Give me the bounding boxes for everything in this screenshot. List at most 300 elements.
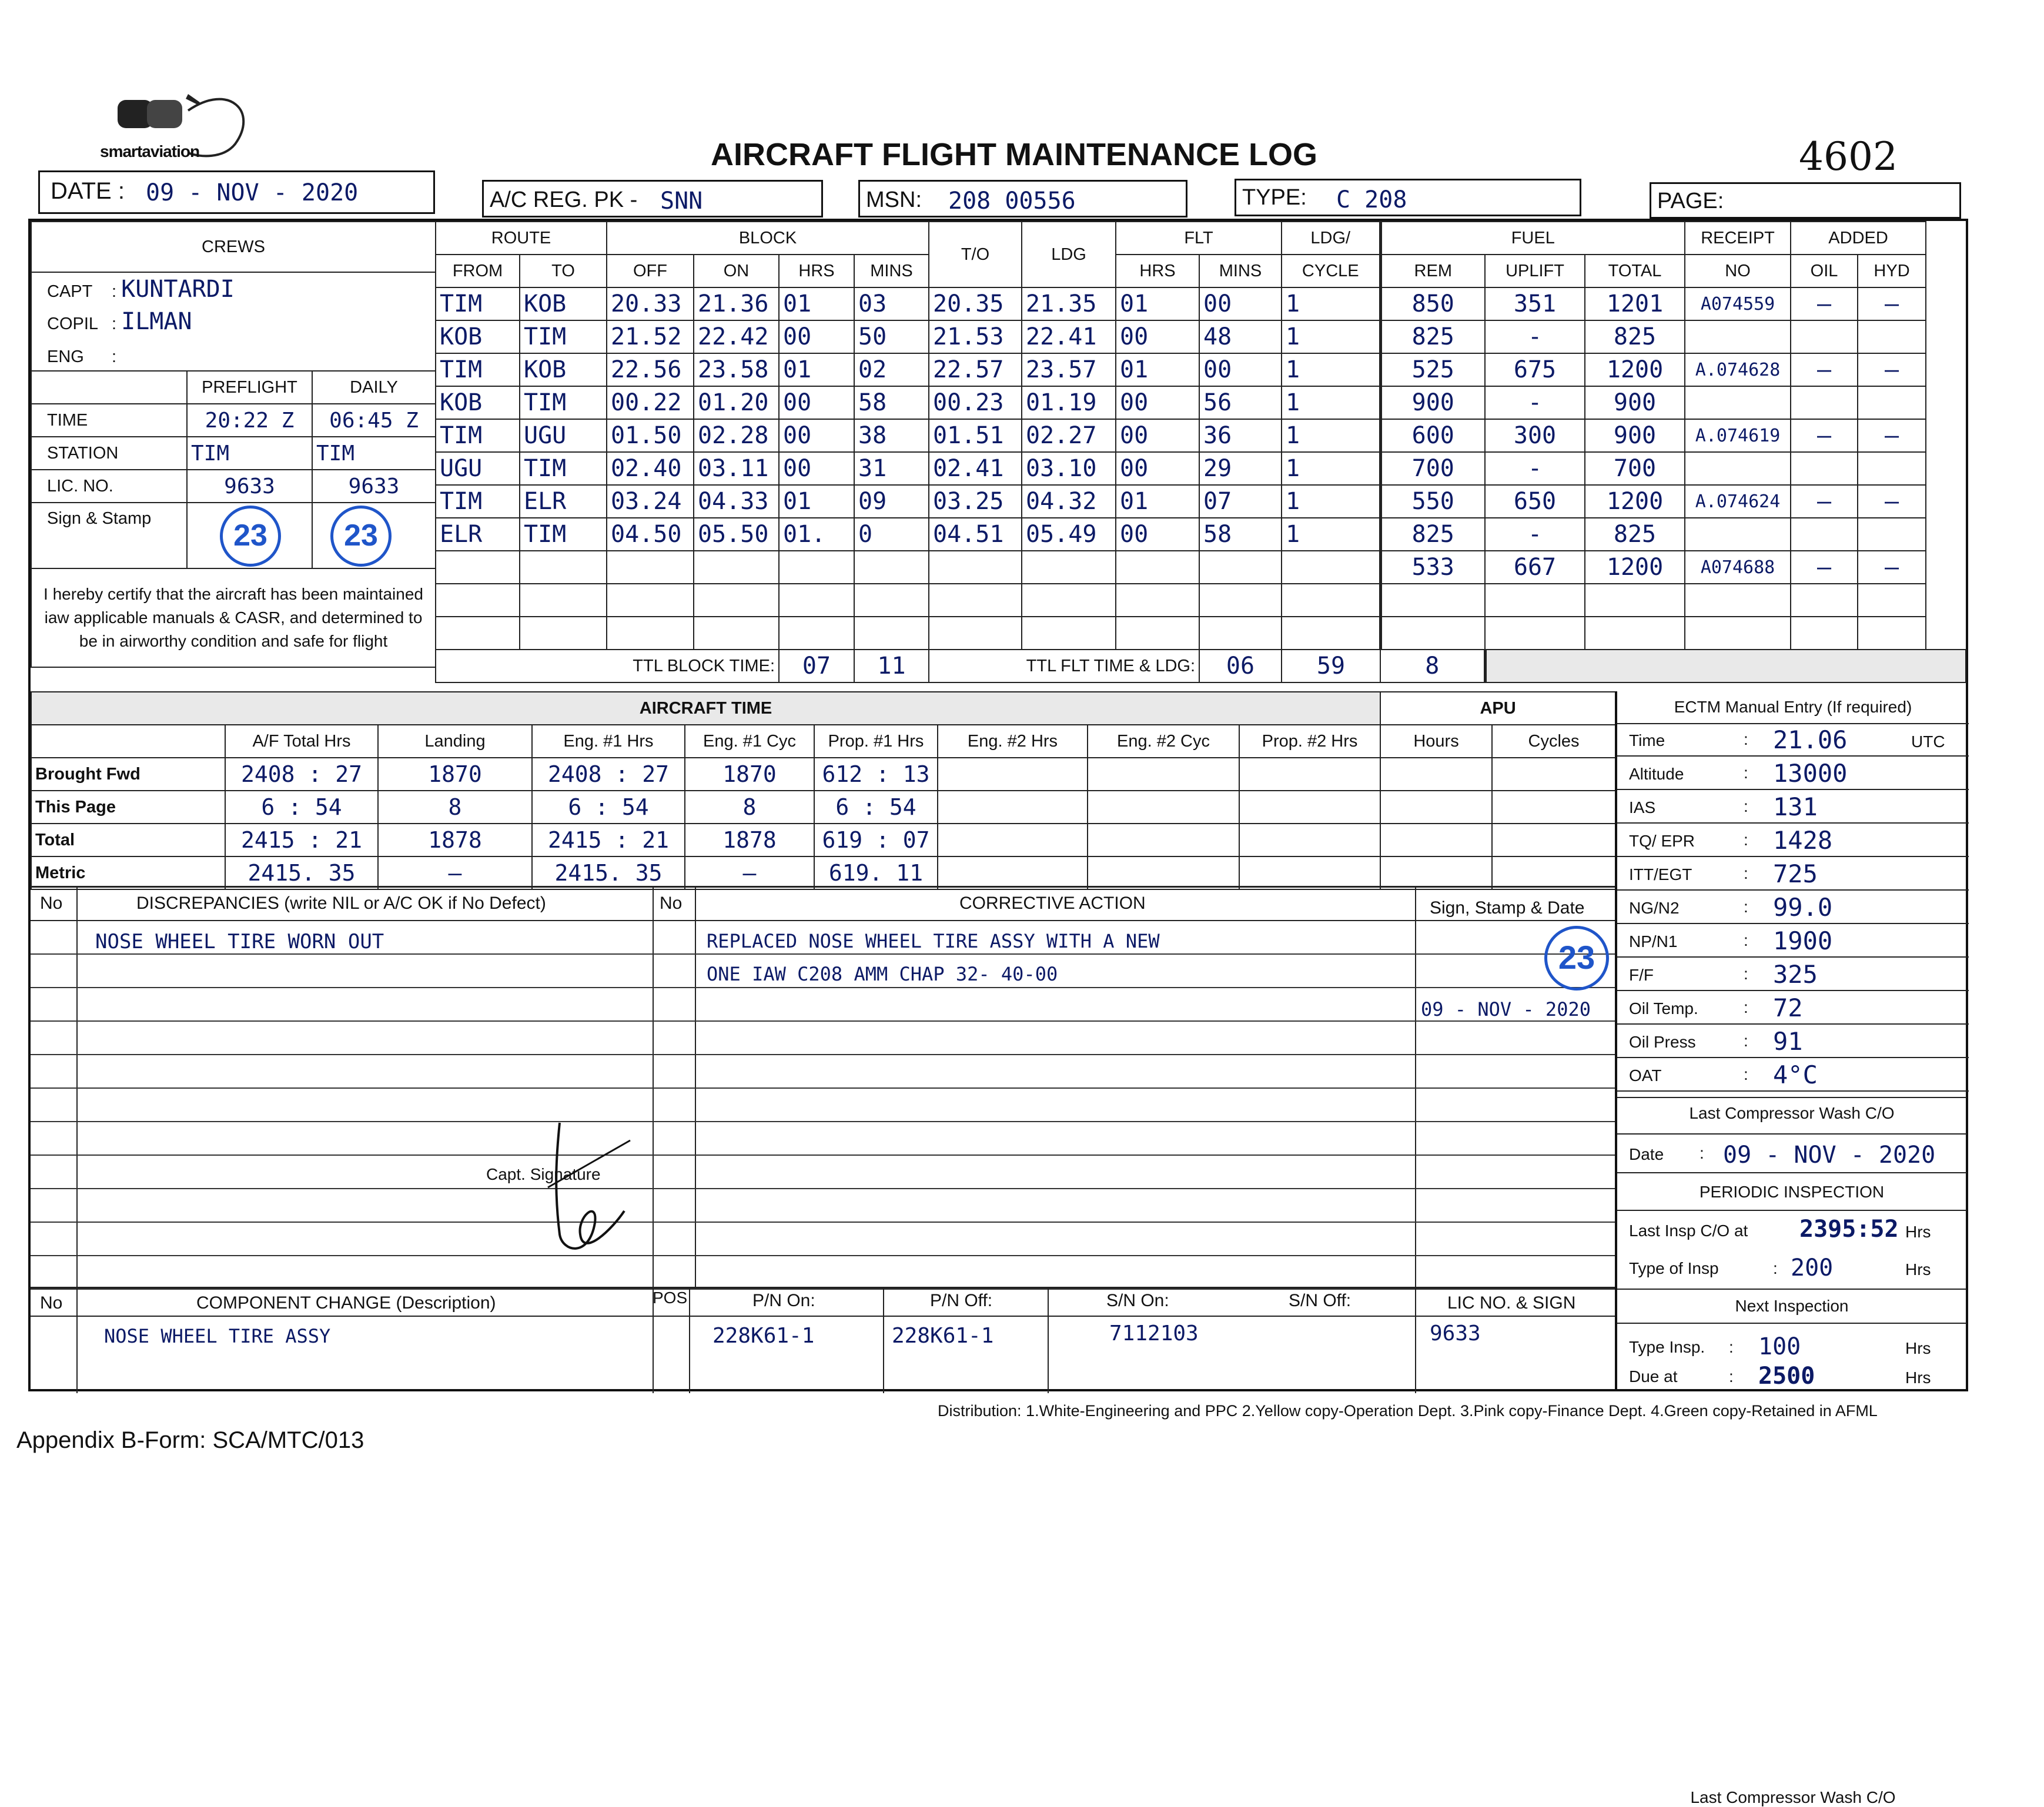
flight-cell-oil[interactable] bbox=[1791, 584, 1858, 617]
flight-cell-ldg[interactable] bbox=[1022, 617, 1116, 650]
flight-cell-to-time[interactable]: 00.23 bbox=[929, 386, 1022, 419]
ectm-value[interactable]: 325 bbox=[1773, 960, 1818, 989]
flight-cell-oil[interactable] bbox=[1791, 386, 1858, 419]
aircraft-time-cell[interactable] bbox=[1239, 758, 1380, 791]
flight-log-table bbox=[435, 221, 1966, 683]
flight-cell-hrs[interactable]: 00 bbox=[779, 452, 854, 485]
flight-cell-rem[interactable]: 900 bbox=[1380, 386, 1485, 419]
preflight-stamp-cell[interactable] bbox=[187, 503, 312, 568]
flight-cell-rem[interactable]: 600 bbox=[1380, 419, 1485, 452]
time-daily[interactable]: 06:45 Z bbox=[312, 404, 436, 437]
ectm-value[interactable]: 72 bbox=[1773, 993, 1803, 1022]
flight-cell-from[interactable] bbox=[436, 551, 520, 584]
aircraft-time-cell[interactable]: 6 : 54 bbox=[225, 791, 378, 824]
flight-cell-hrs[interactable]: 00 bbox=[779, 386, 854, 419]
aircraft-time-cell[interactable] bbox=[938, 758, 1088, 791]
aircraft-time-cell[interactable] bbox=[1239, 791, 1380, 824]
flight-cell-flt-mins[interactable]: 00 bbox=[1199, 353, 1282, 386]
flight-cell-oil[interactable]: — bbox=[1791, 419, 1858, 452]
flight-cell-hyd[interactable] bbox=[1858, 617, 1926, 650]
flight-cell-to-time[interactable] bbox=[929, 551, 1022, 584]
flight-cell-uplift[interactable]: - bbox=[1485, 320, 1585, 353]
flight-cell-to[interactable]: ELR bbox=[520, 485, 607, 518]
flight-cell-ldg[interactable]: 02.27 bbox=[1022, 419, 1116, 452]
aircraft-time-cell[interactable]: 1878 bbox=[685, 824, 814, 856]
flight-cell-oil[interactable] bbox=[1791, 452, 1858, 485]
flight-cell-from[interactable]: TIM bbox=[436, 485, 520, 518]
ruled-line bbox=[31, 1087, 1615, 1089]
flight-cell-receipt[interactable] bbox=[1685, 386, 1791, 419]
aircraft-time-cell[interactable] bbox=[1239, 856, 1380, 889]
msn-value[interactable]: 208 00556 bbox=[948, 188, 1076, 215]
flight-cell-from[interactable]: ELR bbox=[436, 518, 520, 551]
flight-cell-receipt[interactable] bbox=[1685, 518, 1791, 551]
flight-cell-ldg[interactable]: 22.41 bbox=[1022, 320, 1116, 353]
flight-cell-off[interactable]: 02.40 bbox=[607, 452, 694, 485]
flight-cell-total[interactable]: 825 bbox=[1585, 518, 1685, 551]
flight-cell-to-time[interactable]: 20.35 bbox=[929, 287, 1022, 320]
flight-cell-cycle[interactable] bbox=[1282, 617, 1380, 650]
aircraft-time-cell[interactable]: 6 : 54 bbox=[532, 791, 685, 824]
component-section bbox=[31, 1287, 1615, 1391]
flight-cell-flt-mins[interactable]: 36 bbox=[1199, 419, 1282, 452]
flight-cell-off[interactable] bbox=[607, 617, 694, 650]
flight-cell-cycle[interactable]: 1 bbox=[1282, 287, 1380, 320]
flight-cell-mins[interactable] bbox=[854, 584, 929, 617]
aircraft-time-cell[interactable]: — bbox=[378, 856, 532, 889]
type-insp-label: Type of Insp bbox=[1629, 1259, 1719, 1277]
type-value[interactable]: C 208 bbox=[1336, 186, 1407, 213]
flight-cell-on[interactable]: 03.11 bbox=[694, 452, 779, 485]
flight-cell-to-time[interactable]: 01.51 bbox=[929, 419, 1022, 452]
flight-cell-oil[interactable]: — bbox=[1791, 353, 1858, 386]
flight-cell-from[interactable] bbox=[436, 584, 520, 617]
copil-value[interactable]: ILMAN bbox=[121, 308, 192, 335]
flight-cell-hrs[interactable]: 01 bbox=[779, 353, 854, 386]
due-value[interactable]: 2500 bbox=[1758, 1363, 1815, 1390]
flight-cell-ldg[interactable]: 21.35 bbox=[1022, 287, 1116, 320]
flight-cell-on[interactable]: 01.20 bbox=[694, 386, 779, 419]
corrective-line-2[interactable]: ONE IAW C208 AMM CHAP 32- 40-00 bbox=[707, 963, 1058, 985]
flight-cell-ldg[interactable] bbox=[1022, 584, 1116, 617]
aircraft-time-cell[interactable] bbox=[1492, 824, 1615, 856]
flight-cell-uplift[interactable]: - bbox=[1485, 518, 1585, 551]
flight-cell-off[interactable]: 03.24 bbox=[607, 485, 694, 518]
flight-cell-hyd[interactable]: — bbox=[1858, 485, 1926, 518]
flight-cell-on[interactable] bbox=[694, 617, 779, 650]
flight-cell-mins[interactable]: 58 bbox=[854, 386, 929, 419]
component-desc[interactable]: NOSE WHEEL TIRE ASSY bbox=[104, 1325, 331, 1347]
flight-cell-to[interactable] bbox=[520, 551, 607, 584]
ectm-value[interactable]: 1900 bbox=[1773, 926, 1833, 955]
flight-cell-mins[interactable] bbox=[854, 617, 929, 650]
flight-cell-off[interactable]: 20.33 bbox=[607, 287, 694, 320]
flight-cell-receipt[interactable]: A.074619 bbox=[1685, 419, 1791, 452]
next-type-unit: Hrs bbox=[1905, 1339, 1931, 1357]
flight-cell-uplift[interactable]: - bbox=[1485, 386, 1585, 419]
flight-cell-rem[interactable] bbox=[1380, 584, 1485, 617]
sign-stamp-date-title: Sign, Stamp & Date bbox=[1430, 898, 1585, 918]
flight-cell-rem[interactable]: 525 bbox=[1380, 353, 1485, 386]
flight-cell-off[interactable]: 22.56 bbox=[607, 353, 694, 386]
flight-cell-on[interactable] bbox=[694, 584, 779, 617]
pos-label: POS bbox=[653, 1289, 688, 1307]
flight-cell-on[interactable]: 23.58 bbox=[694, 353, 779, 386]
to-time-header: T/O bbox=[929, 222, 1022, 287]
aircraft-time-cell[interactable]: 2408 : 27 bbox=[532, 758, 685, 791]
flight-cell-to[interactable]: UGU bbox=[520, 419, 607, 452]
flight-cell-mins[interactable]: 38 bbox=[854, 419, 929, 452]
flight-cell-hyd[interactable]: — bbox=[1858, 551, 1926, 584]
station-daily[interactable]: TIM bbox=[312, 437, 436, 470]
flight-cell-flt-hrs[interactable]: 01 bbox=[1116, 287, 1199, 320]
flight-cell-uplift[interactable]: - bbox=[1485, 452, 1585, 485]
lic-preflight[interactable]: 9633 bbox=[187, 470, 312, 503]
flight-cell-hrs[interactable] bbox=[779, 584, 854, 617]
aircraft-time-cell[interactable]: 2408 : 27 bbox=[225, 758, 378, 791]
aircraft-time-col-header: Eng. #1 Hrs bbox=[532, 725, 685, 758]
aircraft-time-cell[interactable]: 6 : 54 bbox=[814, 791, 938, 824]
flight-cell-receipt[interactable] bbox=[1685, 320, 1791, 353]
flight-cell-total[interactable]: 900 bbox=[1585, 386, 1685, 419]
last-insp-value[interactable]: 2395:52 bbox=[1799, 1216, 1899, 1243]
aircraft-time-cell[interactable]: 1878 bbox=[378, 824, 532, 856]
aircraft-time-cell[interactable]: 619. 11 bbox=[814, 856, 938, 889]
aircraft-time-cell[interactable]: 2415. 35 bbox=[225, 856, 378, 889]
flight-cell-flt-mins[interactable]: 56 bbox=[1199, 386, 1282, 419]
flight-cell-rem[interactable] bbox=[1380, 617, 1485, 650]
flight-cell-flt-hrs[interactable] bbox=[1116, 584, 1199, 617]
flight-cell-rem[interactable]: 850 bbox=[1380, 287, 1485, 320]
ttl-block-mins[interactable]: 11 bbox=[854, 650, 929, 682]
aircraft-time-cell[interactable] bbox=[1088, 758, 1239, 791]
flight-cell-receipt[interactable] bbox=[1685, 452, 1791, 485]
aircraft-time-cell[interactable] bbox=[938, 791, 1088, 824]
flight-cell-uplift[interactable]: 351 bbox=[1485, 287, 1585, 320]
flight-cell-total[interactable]: 900 bbox=[1585, 419, 1685, 452]
flight-cell-total[interactable] bbox=[1585, 617, 1685, 650]
flight-cell-ldg[interactable]: 01.19 bbox=[1022, 386, 1116, 419]
ectm-value[interactable]: 131 bbox=[1773, 792, 1818, 821]
flight-cell-flt-hrs[interactable]: 00 bbox=[1116, 518, 1199, 551]
flight-cell-to[interactable]: TIM bbox=[520, 518, 607, 551]
ectm-value[interactable]: 4°C bbox=[1773, 1060, 1818, 1089]
flight-cell-off[interactable]: 04.50 bbox=[607, 518, 694, 551]
flight-cell-receipt[interactable]: A074688 bbox=[1685, 551, 1791, 584]
ttl-flt-mins[interactable]: 59 bbox=[1282, 650, 1380, 682]
flight-cell-oil[interactable] bbox=[1791, 617, 1858, 650]
flight-cell-on[interactable]: 05.50 bbox=[694, 518, 779, 551]
flight-cell-to[interactable]: KOB bbox=[520, 287, 607, 320]
flight-cell-ldg[interactable]: 04.32 bbox=[1022, 485, 1116, 518]
ectm-value[interactable]: 91 bbox=[1773, 1027, 1803, 1056]
flight-cell-oil[interactable]: — bbox=[1791, 485, 1858, 518]
aircraft-time-cell[interactable] bbox=[1088, 824, 1239, 856]
ruled-line bbox=[31, 1255, 1615, 1256]
flight-cell-hyd[interactable]: — bbox=[1858, 353, 1926, 386]
flight-cell-flt-mins[interactable]: 29 bbox=[1199, 452, 1282, 485]
flight-cell-on[interactable]: 02.28 bbox=[694, 419, 779, 452]
flight-cell-mins[interactable]: 0 bbox=[854, 518, 929, 551]
crews-title: CREWS bbox=[31, 222, 436, 272]
flight-cell-rem[interactable]: 825 bbox=[1380, 320, 1485, 353]
flight-cell-oil[interactable]: — bbox=[1791, 287, 1858, 320]
flight-row bbox=[436, 419, 1966, 452]
aircraft-time-cell[interactable] bbox=[1088, 791, 1239, 824]
flight-cell-to-time[interactable]: 22.57 bbox=[929, 353, 1022, 386]
ruled-line bbox=[31, 1121, 1615, 1122]
ttl-block-hrs[interactable]: 07 bbox=[779, 650, 854, 682]
flight-cell-cycle[interactable]: 1 bbox=[1282, 419, 1380, 452]
flight-cell-total[interactable]: 1200 bbox=[1585, 551, 1685, 584]
ruled-line bbox=[31, 1222, 1615, 1223]
flight-cell-to[interactable] bbox=[520, 584, 607, 617]
flight-cell-ldg[interactable]: 05.49 bbox=[1022, 518, 1116, 551]
flight-cell-flt-hrs[interactable]: 01 bbox=[1116, 353, 1199, 386]
flight-cell-from[interactable]: TIM bbox=[436, 287, 520, 320]
flight-cell-to-time[interactable]: 21.53 bbox=[929, 320, 1022, 353]
flight-cell-cycle[interactable] bbox=[1282, 551, 1380, 584]
copil-label: COPIL bbox=[47, 314, 99, 333]
aircraft-time-cell[interactable] bbox=[1088, 856, 1239, 889]
flight-cell-hrs[interactable]: 00 bbox=[779, 419, 854, 452]
aircraft-time-cell[interactable] bbox=[1492, 856, 1615, 889]
ttl-flt-hrs[interactable]: 06 bbox=[1199, 650, 1282, 682]
flight-cell-total[interactable]: 1200 bbox=[1585, 485, 1685, 518]
msn-box bbox=[858, 180, 1187, 217]
flight-cell-cycle[interactable]: 1 bbox=[1282, 518, 1380, 551]
sn-on-value[interactable]: 7112103 bbox=[1109, 1321, 1199, 1346]
ectm-row: Time : 21.06 UTC bbox=[1617, 723, 1969, 757]
ectm-value[interactable]: 13000 bbox=[1773, 759, 1848, 788]
flight-cell-flt-hrs[interactable]: 01 bbox=[1116, 485, 1199, 518]
flight-cell-total[interactable] bbox=[1585, 584, 1685, 617]
flight-cell-ldg[interactable] bbox=[1022, 551, 1116, 584]
flight-cell-hrs[interactable]: 01 bbox=[779, 485, 854, 518]
aircraft-time-cell[interactable] bbox=[938, 856, 1088, 889]
aircraft-time-cell[interactable]: 8 bbox=[685, 791, 814, 824]
corrective-sign-date[interactable]: 09 - NOV - 2020 bbox=[1421, 998, 1591, 1020]
flight-cell-cycle[interactable]: 1 bbox=[1282, 452, 1380, 485]
flight-cell-from[interactable]: KOB bbox=[436, 386, 520, 419]
aircraft-time-cell[interactable]: 2415. 35 bbox=[532, 856, 685, 889]
ectm-title: ECTM Manual Entry (If required) bbox=[1617, 691, 1969, 724]
flight-cell-oil[interactable] bbox=[1791, 320, 1858, 353]
flight-cell-cycle[interactable]: 1 bbox=[1282, 485, 1380, 518]
flight-cell-hyd[interactable] bbox=[1858, 518, 1926, 551]
flight-cell-to-time[interactable] bbox=[929, 584, 1022, 617]
aircraft-time-cell[interactable] bbox=[1380, 856, 1492, 889]
flight-cell-hrs[interactable]: 00 bbox=[779, 320, 854, 353]
station-preflight[interactable]: TIM bbox=[187, 437, 312, 470]
flight-cell-to[interactable]: TIM bbox=[520, 386, 607, 419]
flight-cell-flt-mins[interactable]: 48 bbox=[1199, 320, 1282, 353]
flight-cell-flt-hrs[interactable]: 00 bbox=[1116, 320, 1199, 353]
to-header: TO bbox=[520, 255, 607, 287]
flight-cell-rem[interactable]: 550 bbox=[1380, 485, 1485, 518]
wash-date-value[interactable]: 09 - NOV - 2020 bbox=[1723, 1142, 1936, 1169]
aircraft-time-col-header: Landing bbox=[378, 725, 532, 758]
flight-cell-uplift[interactable] bbox=[1485, 584, 1585, 617]
ectm-row: TQ/ EPR : 1428 bbox=[1617, 824, 1969, 857]
flight-cell-mins[interactable] bbox=[854, 551, 929, 584]
aircraft-time-title: AIRCRAFT TIME bbox=[31, 692, 1380, 725]
flight-cell-receipt[interactable]: A074559 bbox=[1685, 287, 1791, 320]
flight-cell-on[interactable]: 22.42 bbox=[694, 320, 779, 353]
flight-cell-off[interactable] bbox=[607, 584, 694, 617]
flight-cell-flt-mins[interactable]: 07 bbox=[1199, 485, 1282, 518]
type-insp-value[interactable]: 200 bbox=[1791, 1254, 1834, 1281]
flight-cell-to-time[interactable]: 04.51 bbox=[929, 518, 1022, 551]
flight-cell-cycle[interactable]: 1 bbox=[1282, 386, 1380, 419]
flight-cell-receipt[interactable] bbox=[1685, 584, 1791, 617]
aircraft-time-cell[interactable]: 8 bbox=[378, 791, 532, 824]
lic-value[interactable]: 9633 bbox=[1430, 1321, 1481, 1346]
aircraft-time-cell[interactable] bbox=[1380, 824, 1492, 856]
flight-cell-uplift[interactable]: 650 bbox=[1485, 485, 1585, 518]
flight-cell-on[interactable] bbox=[694, 551, 779, 584]
aircraft-time-row bbox=[31, 824, 1615, 856]
flight-cell-total[interactable]: 1201 bbox=[1585, 287, 1685, 320]
flight-cell-hyd[interactable] bbox=[1858, 452, 1926, 485]
flight-cell-off[interactable]: 00.22 bbox=[607, 386, 694, 419]
flight-cell-flt-mins[interactable] bbox=[1199, 551, 1282, 584]
ttl-ldg[interactable]: 8 bbox=[1380, 650, 1485, 682]
aircraft-time-cell[interactable]: — bbox=[685, 856, 814, 889]
flight-cell-on[interactable]: 21.36 bbox=[694, 287, 779, 320]
flight-cell-oil[interactable] bbox=[1791, 518, 1858, 551]
aircraft-time-cell[interactable]: 619 : 07 bbox=[814, 824, 938, 856]
aircraft-time-cell[interactable] bbox=[1239, 824, 1380, 856]
flight-cell-mins[interactable]: 03 bbox=[854, 287, 929, 320]
flight-cell-total[interactable]: 1200 bbox=[1585, 353, 1685, 386]
ectm-value[interactable]: 99.0 bbox=[1773, 893, 1833, 922]
flight-cell-oil[interactable]: — bbox=[1791, 551, 1858, 584]
flight-cell-on[interactable]: 04.33 bbox=[694, 485, 779, 518]
aircraft-time-cell[interactable]: 2415 : 21 bbox=[532, 824, 685, 856]
flight-cell-hyd[interactable]: — bbox=[1858, 287, 1926, 320]
flight-cell-rem[interactable]: 825 bbox=[1380, 518, 1485, 551]
pn-off-value[interactable]: 228K61-1 bbox=[892, 1324, 994, 1348]
flight-cell-off[interactable]: 01.50 bbox=[607, 419, 694, 452]
flight-cell-from[interactable]: UGU bbox=[436, 452, 520, 485]
flight-cell-to-time[interactable] bbox=[929, 617, 1022, 650]
next-type-value[interactable]: 100 bbox=[1758, 1333, 1801, 1360]
flight-cell-hrs[interactable]: 01. bbox=[779, 518, 854, 551]
flight-cell-ldg[interactable]: 23.57 bbox=[1022, 353, 1116, 386]
flight-cell-mins[interactable]: 02 bbox=[854, 353, 929, 386]
flight-cell-flt-hrs[interactable] bbox=[1116, 617, 1199, 650]
flight-cell-cycle[interactable]: 1 bbox=[1282, 353, 1380, 386]
flight-cell-to[interactable]: TIM bbox=[520, 320, 607, 353]
type-insp-unit: Hrs bbox=[1905, 1260, 1931, 1279]
flight-cell-cycle[interactable] bbox=[1282, 584, 1380, 617]
flight-cell-receipt[interactable]: A.074628 bbox=[1685, 353, 1791, 386]
flight-cell-from[interactable]: TIM bbox=[436, 353, 520, 386]
reg-value[interactable]: SNN bbox=[660, 188, 703, 215]
flight-cell-uplift[interactable] bbox=[1485, 617, 1585, 650]
flight-cell-off[interactable]: 21.52 bbox=[607, 320, 694, 353]
aircraft-time-cell[interactable] bbox=[938, 824, 1088, 856]
flight-cell-to[interactable]: TIM bbox=[520, 452, 607, 485]
flight-cell-uplift[interactable]: 300 bbox=[1485, 419, 1585, 452]
flight-cell-flt-mins[interactable] bbox=[1199, 617, 1282, 650]
date-value[interactable]: 09 - NOV - 2020 bbox=[146, 179, 359, 206]
flight-cell-hrs[interactable] bbox=[779, 551, 854, 584]
aircraft-time-cell[interactable] bbox=[1380, 758, 1492, 791]
flight-cell-from[interactable] bbox=[436, 617, 520, 650]
aircraft-time-cell[interactable] bbox=[1380, 791, 1492, 824]
flight-cell-rem[interactable]: 533 bbox=[1380, 551, 1485, 584]
flight-cell-from[interactable]: TIM bbox=[436, 419, 520, 452]
ectm-value[interactable]: 21.06 bbox=[1773, 725, 1848, 754]
flight-cell-flt-mins[interactable]: 00 bbox=[1199, 287, 1282, 320]
aircraft-time-cell[interactable]: 1870 bbox=[685, 758, 814, 791]
flight-cell-ldg[interactable]: 03.10 bbox=[1022, 452, 1116, 485]
aircraft-time-cell[interactable]: 1870 bbox=[378, 758, 532, 791]
capt-value[interactable]: KUNTARDI bbox=[121, 275, 235, 303]
flight-cell-to-time[interactable]: 02.41 bbox=[929, 452, 1022, 485]
flight-cell-flt-mins[interactable]: 58 bbox=[1199, 518, 1282, 551]
flight-cell-hyd[interactable] bbox=[1858, 584, 1926, 617]
aircraft-time-cell[interactable] bbox=[1492, 758, 1615, 791]
flight-cell-cycle[interactable]: 1 bbox=[1282, 320, 1380, 353]
flight-cell-flt-hrs[interactable]: 00 bbox=[1116, 419, 1199, 452]
flight-cell-total[interactable]: 700 bbox=[1585, 452, 1685, 485]
flight-cell-receipt[interactable]: A.074624 bbox=[1685, 485, 1791, 518]
flight-cell-mins[interactable]: 50 bbox=[854, 320, 929, 353]
flight-cell-to[interactable] bbox=[520, 617, 607, 650]
lic-daily[interactable]: 9633 bbox=[312, 470, 436, 503]
corrective-line-1[interactable]: REPLACED NOSE WHEEL TIRE ASSY WITH A NEW bbox=[707, 930, 1160, 952]
flight-cell-hyd[interactable]: — bbox=[1858, 419, 1926, 452]
component-title: COMPONENT CHANGE (Description) bbox=[196, 1293, 496, 1313]
flight-cell-to-time[interactable]: 03.25 bbox=[929, 485, 1022, 518]
daily-stamp-cell[interactable] bbox=[312, 503, 436, 568]
ruled-line bbox=[31, 1155, 1615, 1156]
capt-label: CAPT bbox=[47, 282, 93, 301]
flight-cell-receipt[interactable] bbox=[1685, 617, 1791, 650]
flight-cell-uplift[interactable]: 675 bbox=[1485, 353, 1585, 386]
flight-cell-flt-hrs[interactable]: 00 bbox=[1116, 452, 1199, 485]
ectm-value[interactable]: 1428 bbox=[1773, 826, 1833, 855]
aircraft-time-cell[interactable]: 612 : 13 bbox=[814, 758, 938, 791]
flight-cell-flt-mins[interactable] bbox=[1199, 584, 1282, 617]
flight-cell-uplift[interactable]: 667 bbox=[1485, 551, 1585, 584]
flight-cell-hyd[interactable] bbox=[1858, 386, 1926, 419]
flight-cell-hrs[interactable] bbox=[779, 617, 854, 650]
ldg-header: LDG bbox=[1022, 222, 1116, 287]
flight-cell-hrs[interactable]: 01 bbox=[779, 287, 854, 320]
flight-cell-rem[interactable]: 700 bbox=[1380, 452, 1485, 485]
pn-on-value[interactable]: 228K61-1 bbox=[712, 1324, 815, 1348]
flight-cell-mins[interactable]: 09 bbox=[854, 485, 929, 518]
aircraft-time-cell[interactable]: 2415 : 21 bbox=[225, 824, 378, 856]
totals-shaded-cell bbox=[1485, 650, 1966, 682]
flight-cell-from[interactable]: KOB bbox=[436, 320, 520, 353]
flight-cell-to[interactable]: KOB bbox=[520, 353, 607, 386]
flight-cell-flt-hrs[interactable] bbox=[1116, 551, 1199, 584]
flight-cell-total[interactable]: 825 bbox=[1585, 320, 1685, 353]
flight-cell-mins[interactable]: 31 bbox=[854, 452, 929, 485]
ectm-value[interactable]: 725 bbox=[1773, 859, 1818, 888]
flight-cell-hyd[interactable] bbox=[1858, 320, 1926, 353]
flight-cell-flt-hrs[interactable]: 00 bbox=[1116, 386, 1199, 419]
time-preflight[interactable]: 20:22 Z bbox=[187, 404, 312, 437]
aircraft-time-cell[interactable] bbox=[1492, 791, 1615, 824]
flight-cell-off[interactable] bbox=[607, 551, 694, 584]
discrepancy-line-1[interactable]: NOSE WHEEL TIRE WORN OUT bbox=[95, 930, 384, 953]
